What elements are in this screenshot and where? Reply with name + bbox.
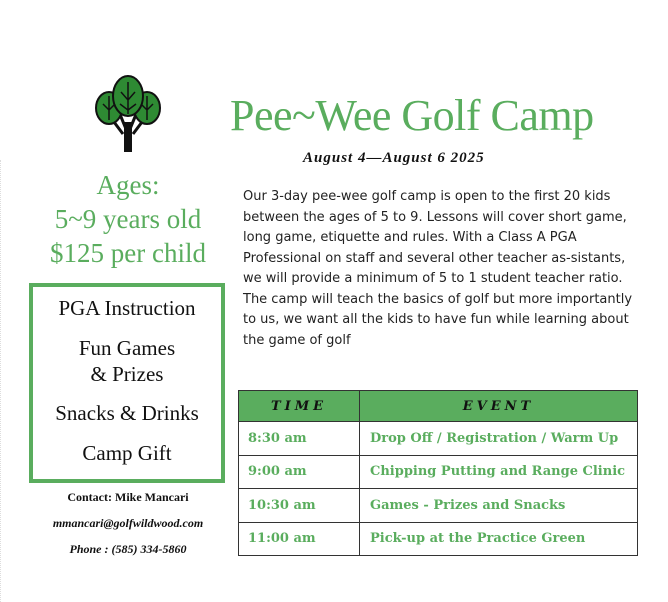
contact-phone: Phone : (585) 334-5860 [69, 542, 187, 556]
contact-name: Contact: Mike Mancari [67, 490, 189, 504]
ages-range: 5~9 years old [54, 204, 202, 234]
feature-item [33, 335, 221, 387]
event-cell: Pick-up at the Practice Green [360, 522, 638, 556]
camp-description: Our 3-day pee-wee golf camp is open to the first 20 kids between the ages of 5 to 9. Lessons will cover short game, long game, etiquette and rules. With a Class A PGA Professional on staff and several other teacher as-sistants, we will provide a minimum of 5 to 1 student teacher ratio. The camp will teach the basics of golf but more importantly to us, we want all the kids to have fun while learning about the game of golf [243, 189, 633, 348]
time-cell: 9:00 am [239, 455, 360, 489]
table-header-row [239, 391, 638, 422]
camp-dates: August 4—August 6 2025 [303, 150, 485, 166]
table-row [239, 422, 638, 456]
price: $125 per child [50, 238, 206, 268]
feature-label: Fun Games [78, 336, 176, 360]
page-margin-guide [0, 160, 1, 602]
schedule-table [238, 390, 638, 556]
time-cell: 8:30 am [239, 422, 360, 456]
tree-logo-icon [93, 74, 163, 154]
table-row [239, 489, 638, 523]
ages-block [28, 168, 228, 270]
feature-label-line2: & Prizes [90, 362, 164, 386]
feature-item [33, 440, 221, 467]
contact-email: mmancari@golfwildwood.com [52, 516, 204, 530]
table-row [239, 455, 638, 489]
features-box [29, 283, 225, 483]
ages-label: Ages: [96, 170, 160, 200]
time-cell: 10:30 am [239, 489, 360, 523]
event-column-header: EVENT [360, 391, 638, 422]
feature-item [33, 295, 221, 322]
time-cell: 11:00 am [239, 522, 360, 556]
feature-label: PGA Instruction [58, 296, 196, 320]
contact-block [28, 488, 228, 558]
feature-label: Camp Gift [82, 441, 172, 465]
feature-item [33, 400, 221, 427]
page-title: Pee~Wee Golf Camp [230, 91, 594, 140]
event-cell: Chipping Putting and Range Clinic [360, 455, 638, 489]
event-cell: Games - Prizes and Snacks [360, 489, 638, 523]
time-column-header: TIME [239, 391, 360, 422]
feature-label: Snacks & Drinks [55, 401, 199, 425]
table-row [239, 522, 638, 556]
event-cell: Drop Off / Registration / Warm Up [360, 422, 638, 456]
